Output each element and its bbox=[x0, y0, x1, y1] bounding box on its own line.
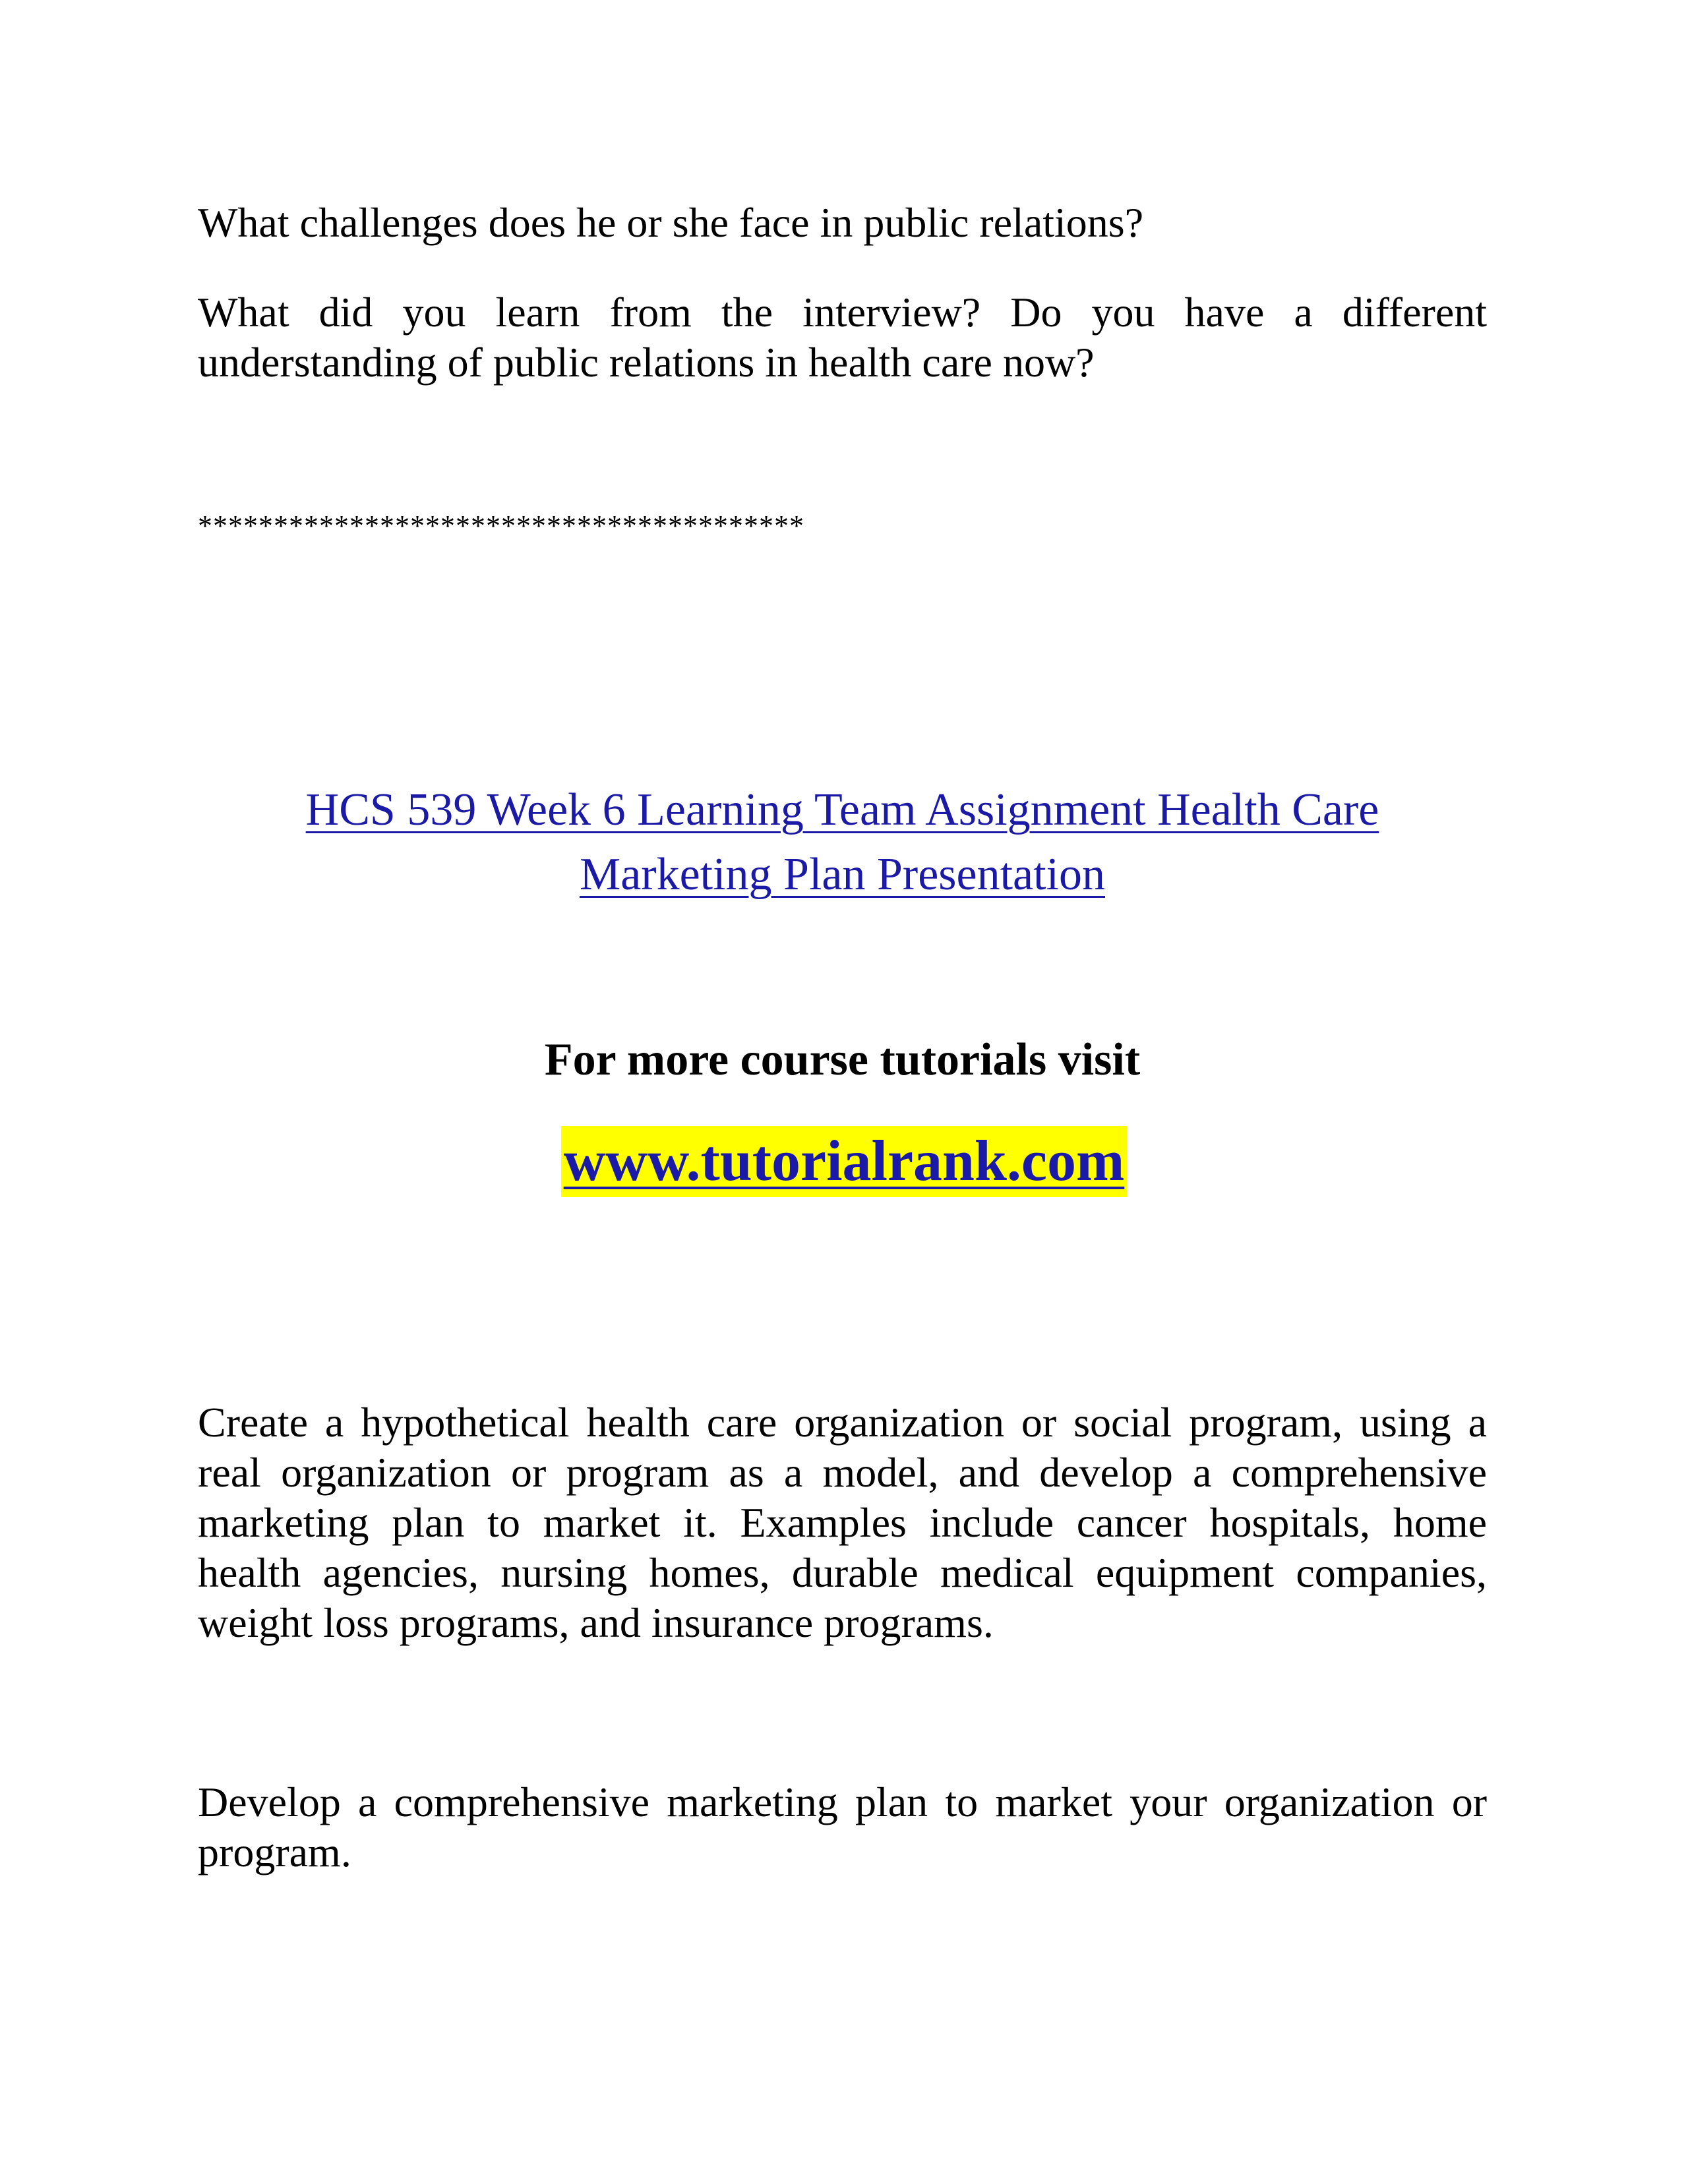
assignment-description-paragraph: Create a hypothetical health care organization or social program, using a real organization or program as a model, and develop a comprehensive marketing plan to market it. Examples include cancer hospitals, home health agencies, nursing homes, durable medical equipment companies, weight loss programs, and insurance programs. bbox=[198, 1399, 1487, 1646]
assignment-title-line-2: Marketing Plan Presentation bbox=[579, 849, 1106, 900]
assignment-title-link[interactable] bbox=[198, 778, 1487, 907]
question-public-relations-challenges: What challenges does he or she face in public relations? bbox=[198, 199, 1144, 246]
assignment-title-line-1: HCS 539 Week 6 Learning Team Assignment Health Care bbox=[305, 784, 1379, 835]
separator-asterisks: **************************************** bbox=[198, 510, 804, 542]
question-interview-learning: What did you learn from the interview? Do you have a different understanding of public relations in health care now? bbox=[198, 289, 1487, 386]
visit-heading: For more course tutorials visit bbox=[544, 1034, 1141, 1085]
site-link-container bbox=[0, 1126, 1688, 1197]
tutorialrank-site-link[interactable]: www.tutorialrank.com bbox=[561, 1126, 1128, 1197]
marketing-plan-instruction-paragraph: Develop a comprehensive marketing plan to market your organization or program. bbox=[198, 1779, 1487, 1875]
